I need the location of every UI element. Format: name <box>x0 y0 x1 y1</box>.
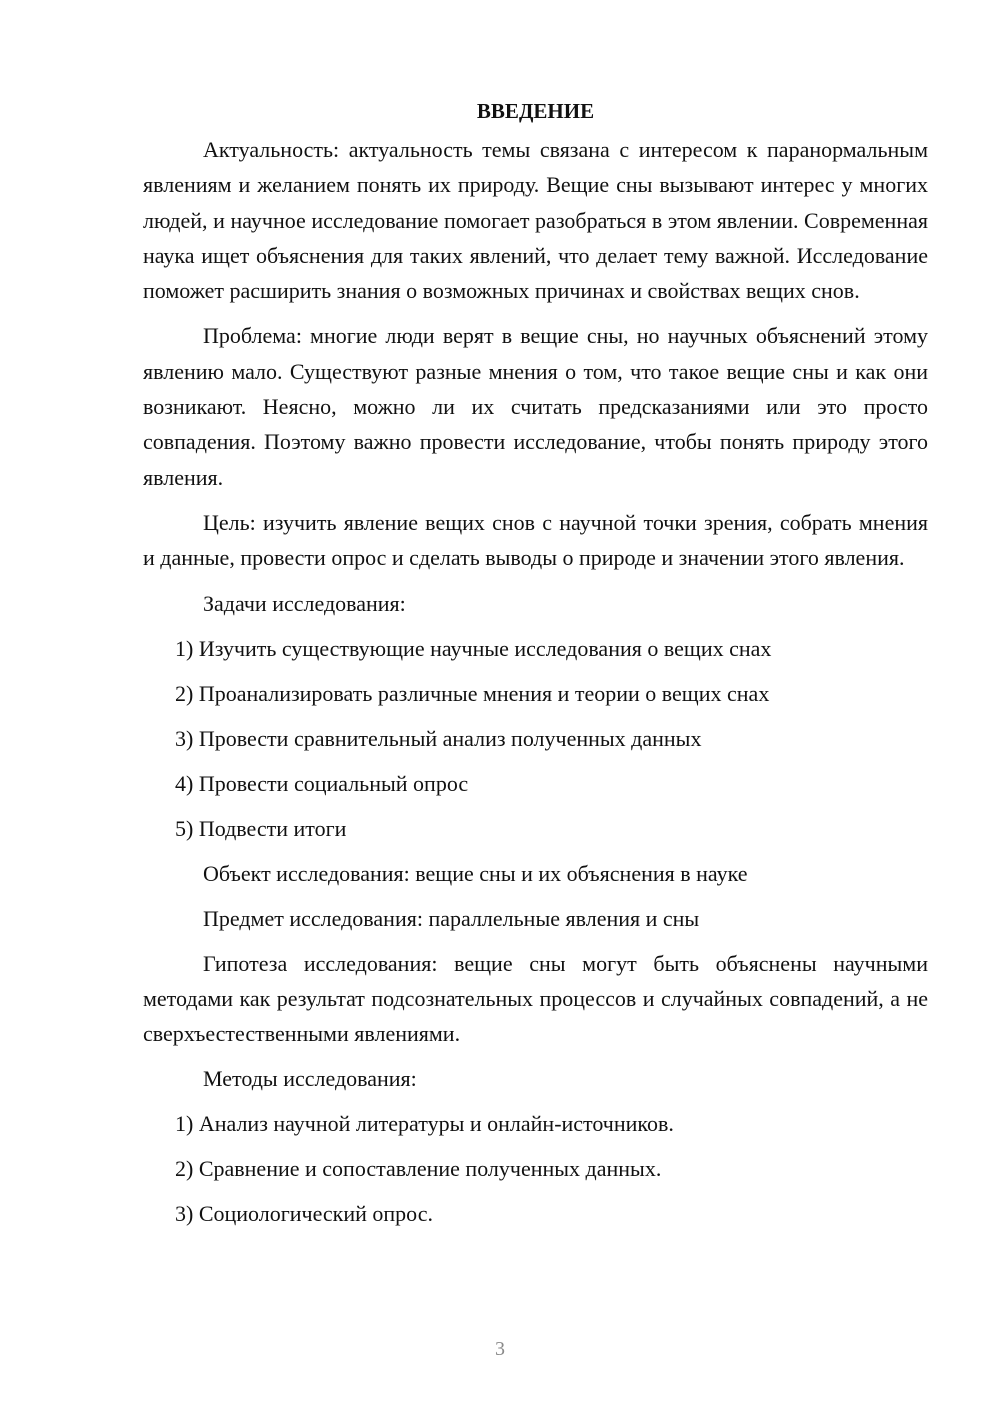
document-page <box>143 96 928 1231</box>
research-object: Объект исследования: вещие сны и их объяснения в науке <box>203 860 748 886</box>
page-title: ВВЕДЕНИЕ <box>476 99 595 123</box>
goal-paragraph: Цель: изучить явление вещих снов с научной точки зрения, собрать мнения и данные, провести опрос и сделать выводы о природе и значении этого явления. <box>143 509 928 571</box>
task-item: 2) Проанализировать различные мнения и теории о вещих снах <box>175 680 770 706</box>
task-item: 4) Провести социальный опрос <box>175 770 469 796</box>
method-item: 1) Анализ научной литературы и онлайн-источников. <box>175 1111 674 1137</box>
research-subject: Предмет исследования: параллельные явления и сны <box>203 905 700 931</box>
method-item: 2) Сравнение и сопоставление полученных данных. <box>175 1156 662 1182</box>
task-item: 1) Изучить существующие научные исследования о вещих снах <box>175 635 772 661</box>
task-item: 5) Подвести итоги <box>175 815 347 841</box>
relevance-paragraph: Актуальность: актуальность темы связана с интересом к паранормальным явлениям и желанием понять их природу. Вещие сны вызывают интерес у многих людей, и научное исследование помогает разобраться в этом явлении. Современная наука ищет объяснения для таких явлений, что делает тему важной. Исследование поможет расширить знания о возможных причинах и свойствах вещих снов. <box>143 137 928 304</box>
methods-heading: Методы исследования: <box>203 1066 417 1092</box>
page-number: 3 <box>495 1338 505 1360</box>
tasks-heading: Задачи исследования: <box>203 590 406 616</box>
method-item: 3) Социологический опрос. <box>175 1201 433 1227</box>
task-item: 3) Провести сравнительный анализ полученных данных <box>175 725 702 751</box>
hypothesis-paragraph: Гипотеза исследования: вещие сны могут быть объяснены научными методами как результат подсознательных процессов и случайных совпадений, а не сверхъестественными явлениями. <box>143 950 928 1047</box>
problem-paragraph: Проблема: многие люди верят в вещие сны, но научных объяснений этому явлению мало. Существуют разные мнения о том, что такое вещие сны и как они возникают. Неясно, можно ли их считать предсказаниями или это просто совпадения. Поэтому важно провести исследование, чтобы понять природу этого явления. <box>143 323 928 490</box>
